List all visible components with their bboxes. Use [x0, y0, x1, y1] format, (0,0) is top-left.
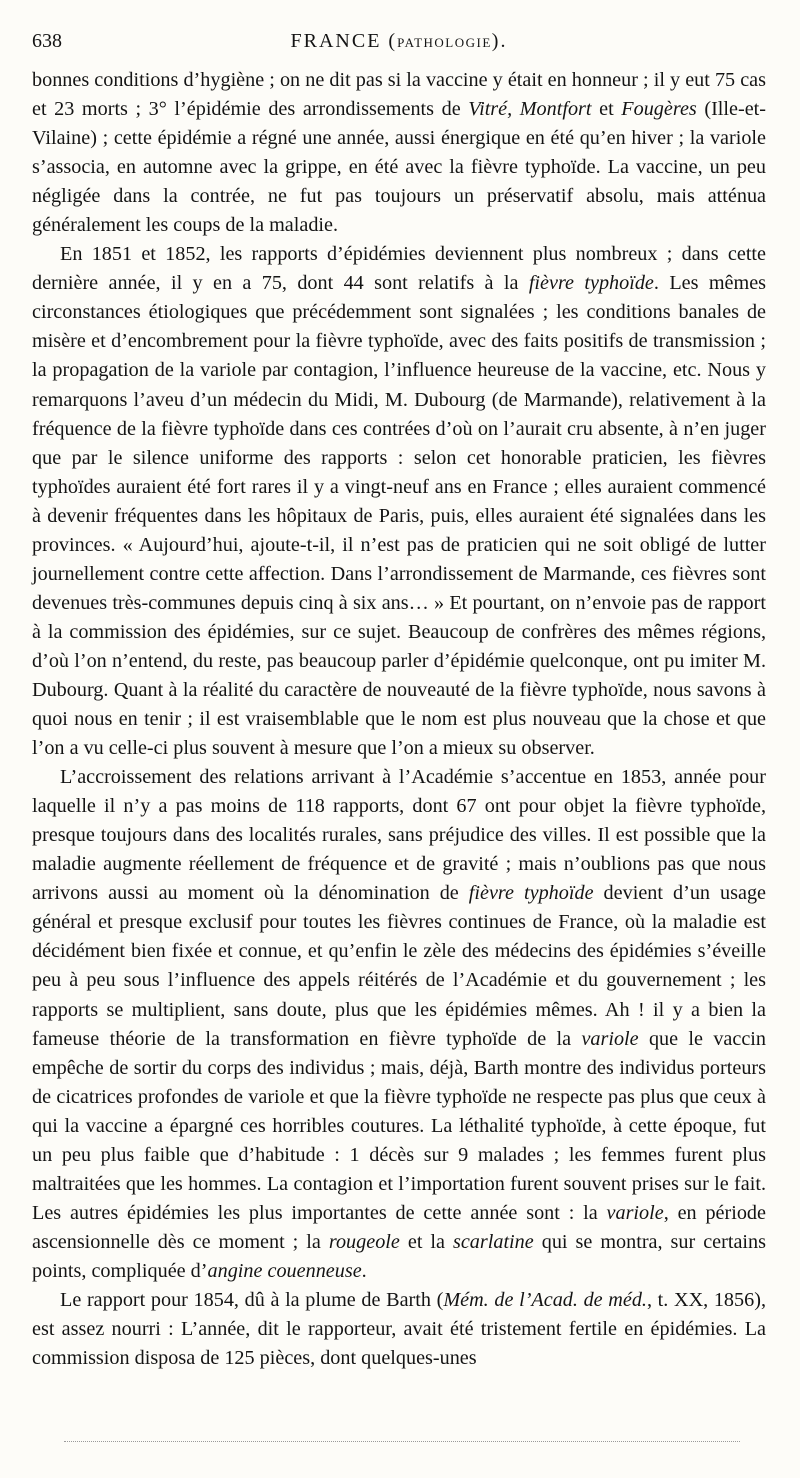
paragraph [32, 66, 766, 240]
italic-text: variole [606, 1201, 664, 1224]
italic-text: angine couenneuse [207, 1259, 362, 1282]
text-run: et [591, 98, 622, 121]
italic-text: Fougères [621, 98, 697, 121]
page-header [32, 30, 766, 58]
italic-text: Vitré, Montfort [468, 98, 592, 121]
paragraph [32, 763, 766, 1286]
italic-text: Mém. de l’Acad. de méd. [443, 1288, 647, 1311]
italic-text: fièvre typhoïde [468, 882, 594, 905]
text-run: . Les mêmes circonstances étiologiques que précédemment sont signalées ; les conditions banales de misère et d’encombrement pour la fièvre typhoïde, avec des faits positifs de transmission ; la propagation de la variole par contagion, l’influence heureuse de la vaccine, etc. Nous y remarquons l’aveu d’un médecin du Midi, M. Dubourg (de Marmande), relativement à la fréquence de la fièvre typhoïde dans ces contrées d’où on l’aurait cru absente, à n’en juger que par le silence uniforme des rapports : selon cet honorable praticien, les fièvres typhoïdes auraient été fort rares il y a vingt-neuf ans en France ; elles auraient commencé à devenir fréquentes dans les hôpitaux de Paris, puis, elles auraient été signalées dans les provinces. « Aujourd’hui, ajoute-t-il, il n’est pas de praticien qui ne soit obligé de lutter journellement contre cette affection. Dans l’arrondissement de Marmande, ces fièvres sont devenues très-communes depuis cinq à six ans… » Et pourtant, on n’envoie pas de rapport à la commission des épidémies, sur ce sujet. Beaucoup de confrères des mêmes régions, d’où l’on n’entend, du reste, pas beaucoup parler d’épidémie quelconque, ont pu imiter M. Dubourg. Quant à la réalité du caractère de nouveauté de la fièvre typhoïde, nous savons à quoi nous en tenir ; il est vraisemblable que le nom est plus nouveau que la chose et que l’on a vu celle-ci plus souvent à mesure que l’on a mieux su observer. [32, 272, 767, 760]
text-run: En 1851 et 1852, les rapports d’épidémies deviennent plus nombreux ; dans cette dernière année, il y en a 75, dont 44 sont relatifs à la [32, 243, 766, 295]
footnote-rule [64, 1441, 740, 1442]
text-run: bonnes conditions d’hygiène ; on ne dit pas si la vaccine y était en honneur ; il y eut 75 cas et 23 morts ; 3° l’épidémie des arrondissements de [32, 69, 766, 121]
text-run: Le rapport pour 1854, dû à la plume de Barth ( [60, 1288, 444, 1311]
text-run: (Ille-et-Vilaine) ; cette épidémie a régné une année, aussi énergique en été qu’en hiver ; la variole s’associa, en automne avec la grippe, en été avec la fièvre typhoïde. La vaccine, un peu négligée dans la contrée, ne fut pas toujours un préservatif absolu, mais atténua généralement les coups de la maladie. [32, 98, 767, 237]
italic-text: variole [581, 1027, 639, 1050]
running-title-smallcaps: PATHOLOGIE [397, 35, 492, 50]
running-title: FRANCE (PATHOLOGIE). [290, 30, 508, 52]
italic-text: scarlatine [452, 1230, 534, 1253]
text-run: devient d’un usage général et presque exclusif pour toutes les fièvres continues de France, où la maladie est décidément bien fixée et connue, et qu’enfin le zèle des médecins des épidémies s’éveille peu à peu sous l’influence des appels réitérés de l’Académie et du gouvernement ; les rapports se multiplient, sans doute, plus que les épidémies mêmes. Ah ! il y a bien la fameuse théorie de la transformation en fièvre typhoïde de la [32, 882, 766, 1050]
text-run: et la [399, 1230, 453, 1253]
paragraph [32, 240, 766, 763]
text-run: , en période ascensionnelle dès ce moment ; la [32, 1201, 766, 1253]
text-run: que le vaccin empêche de sortir du corps des individus ; mais, déjà, Barth montre des individus porteurs de cicatrices profondes de variole et que la fièvre typhoïde ne respecte pas plus que ceux à qui la vaccine a épargné ces horribles coutures. La léthalité typhoïde, à cette époque, fut un peu plus faible que d’habitude : 1 décès sur 9 malades ; les femmes furent plus maltraitées que les hommes. La contagion et l’importation furent souvent prises sur le fait. Les autres épidémies les plus importantes de cette année sont : la [32, 1027, 766, 1224]
text-run: , t. XX, 1856), est assez nourri : L’année, dit le rapporteur, avait été tristement fertile en épidémies. La commission disposa de 125 pièces, dont quelques-unes [32, 1288, 766, 1370]
page-number: 638 [32, 30, 62, 52]
text-run: qui se montra, sur certains points, compliquée d’ [32, 1230, 766, 1282]
body-text [32, 66, 766, 1373]
text-run: . [361, 1259, 367, 1282]
italic-text: rougeole [328, 1230, 400, 1253]
text-run: L’accroissement des relations arrivant à l’Académie s’accentue en 1853, année pour laquelle il n’y a pas moins de 118 rapports, dont 67 ont pour objet la fièvre typhoïde, presque toujours dans des localités rurales, sans préjudice des villes. Il est possible que la maladie augmente réellement de fréquence et de gravité ; mais n’oublions pas que nous arrivons aussi au moment où la dénomination de [32, 766, 766, 905]
paragraph [32, 1286, 766, 1373]
italic-text: fièvre typhoïde [528, 272, 654, 295]
